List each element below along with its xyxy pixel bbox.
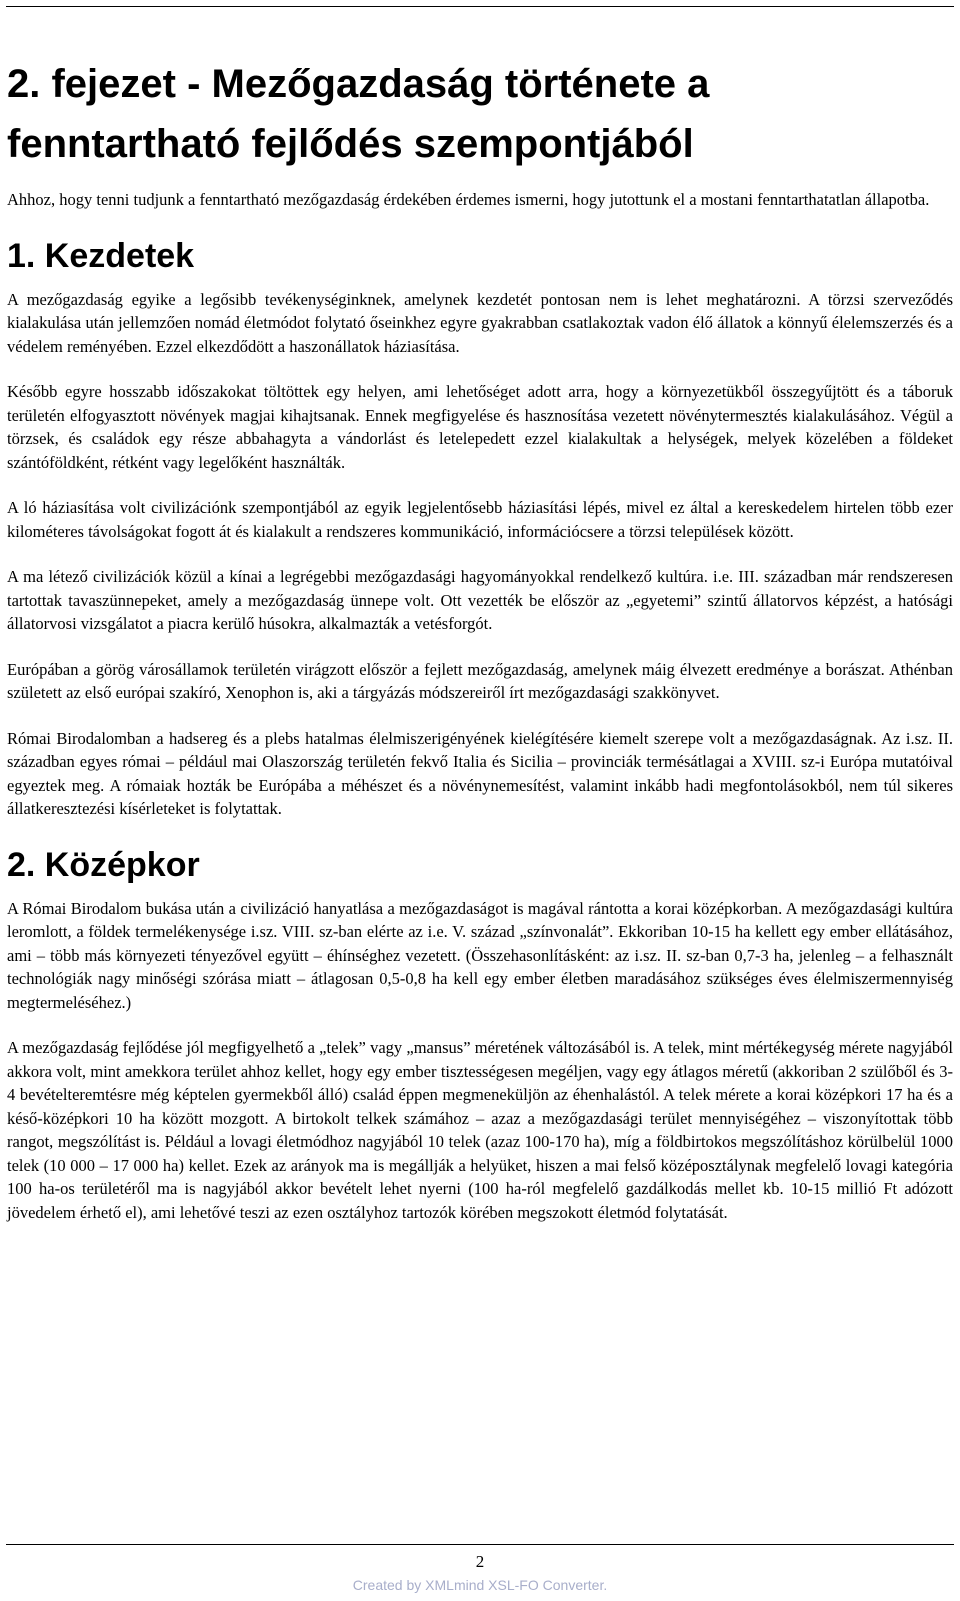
page-content <box>7 44 953 1246</box>
footer-rule <box>6 1544 954 1545</box>
paragraph: Később egyre hosszabb időszakokat töltöttek egy helyen, ami lehetőséget adott arra, hogy a környezetükből összegyűjtött és a táboruk területén elfogyasztott növények magjai kihajtsanak. Ennek megfigyelése és hasznosítása vezetett növénytermesztés kialakulásához. Végül a törzsek, és családok egy része abbahagyta a vándorlást és letelepedett ezzel kialakultak a helységek, melyek közelében a földeket szántóföldként, rétként vagy legelőként használták. <box>7 382 953 472</box>
page-number: 2 <box>475 1552 485 1571</box>
paragraph: A mezőgazdaság egyike a legősibb tevékenységinknek, amelynek kezdetét pontosan nem is lehet meghatározni. A törzsi szerveződés kialakulása után jellemzően nomád életmódot folytató őseinkhez egyre gyakrabban csatlakoztak vadon élő állatok a könnyű élelemszerzés és a védelem reményében. Ezzel elkezdődött a haszonállatok háziasítása. <box>7 289 953 356</box>
header-rule <box>6 6 954 7</box>
footer-link[interactable]: XMLmind XSL-FO Converter <box>425 1577 604 1593</box>
intro-paragraph: Ahhoz, hogy tenni tudjunk a fenntartható mezőgazdaság érdekében érdemes ismerni, hogy jutottunk el a mostani fenntarthatatlan állapotba. <box>7 190 930 209</box>
paragraph: A ma létező civilizációk közül a kínai a legrégebbi mezőgazdasági hagyományokkal rendelkező kultúra. i.e. III. században már rendszeresen tartottak tavaszünnepeket, amely a mezőgazdaság ünnepe volt. Ott vezették be először az „egyetemi” szintű állatorvos képzést, a hatósági állatorvosi vizsgálatot a piacra kerülő húsokra, alkalmazták a vetésforgót. <box>7 567 953 633</box>
converter-footer <box>0 1577 960 1593</box>
chapter-title: 2. fejezet - Mezőgazdaság története a fenntartható fejlődés szempontjából <box>7 62 710 166</box>
footer-suffix: . <box>603 1577 608 1593</box>
paragraph: A Római Birodalom bukása után a civilizáció hanyatlása a mezőgazdaságot is magával rántotta a korai középkorban. A mezőgazdasági kultúra leromlott, a földek termelékenysége i.sz. VIII. sz-ban elérte az i.e. V. század „színvonalát”. Ekkoriban 10-15 ha kellett egy ember ellátásához, ami – több más környezeti tényezővel együtt – éhínséghez vezetett. (Összehasonlításként: az i.sz. II. sz-ban 0,7-3 ha, jelenleg – a felhasznált technológiák nagy minőségi szórása miatt – átlagosan 0,5-0,8 ha kell egy ember életben maradásához szükséges éves élelmiszermennyiség megtermeléséhez.) <box>7 898 953 1012</box>
section-title-kozepkor: 2. Középkor <box>7 845 200 884</box>
paragraph: Európában a görög városállamok területén virágzott először a fejlett mezőgazdaság, amelynek máig élvezett eredménye a borászat. Athénban született az első európai szakíró, Xenophon is, aki a tárgyázás módszereiről írt mezőgazdasági szakkönyvet. <box>7 659 953 702</box>
paragraph: A mezőgazdaság fejlődése jól megfigyelhető a „telek” vagy „mansus” méretének változásából is. A telek, mint mértékegység mérete nagyjából akkora volt, mint amekkora terület ahhoz kellet, hogy egy ember tisztességesen megéljen, vagy egy átlagos méretű (akkoriban 2 szülőből és 3-4 bevételteremtésre még képtelen gyermekből álló) család éppen megmeneküljön az éhenhalástól. A telek mérete a korai középkori 17 ha és a késő-középkori 10 ha között mozgott. A birtokolt telkek számához – azaz a mezőgazdasági terület mennyiségéhez – viszonyítottak több rangot, megszólítást is. Például a lovagi életmódhoz nagyjából 10 telek (azaz 100-170 ha), míg a földbirtokos megszólításhoz körülbelül 1000 telek (10 000 – 17 000 ha) kellet. Ezek az arányok ma is megállják a helyüket, hiszen a mai felső középosztálynak megfelelő lovagi kategória 100 ha-os területéről ma is nagyjából akkor bevételt lehet nyerni (100 ha-ról megfelelő gazdálkodás mellet kb. 10-15 millió Ft adózott jövedelem érhető el), ami lehetővé teszi az ezen osztályhoz tartozók körében megszokott életmód folytatását. <box>7 1038 953 1222</box>
paragraph: A ló háziasítása volt civilizációnk szempontjából az egyik legjelentősebb háziasítási lépés, mivel ez által a kereskedelem hirtelen több ezer kilométeres távolságokat fogott át és kialakult a rendszeres kommunikáció, információcsere a törzsi települések között. <box>7 498 953 541</box>
footer-prefix: Created by <box>352 1577 426 1593</box>
section-title-kezdetek: 1. Kezdetek <box>7 236 195 275</box>
paragraph: Római Birodalomban a hadsereg és a plebs hatalmas élelmiszerigényének kielégítésére kiemelt szerepe volt a mezőgazdaságnak. Az i.sz. II. században egyes római – például mai Olaszország területén fekvő Italia és Sicilia – provinciák termésátlagai a XVIII. sz-i Európa mutatóival egyeztek meg. A rómaiak hozták be Európába a méhészet és a növénynemesítést, valamint inkább hadi megfontolásokból, nem túl sikeres állatkeresztezési kísérleteket is folytattak. <box>7 728 953 818</box>
